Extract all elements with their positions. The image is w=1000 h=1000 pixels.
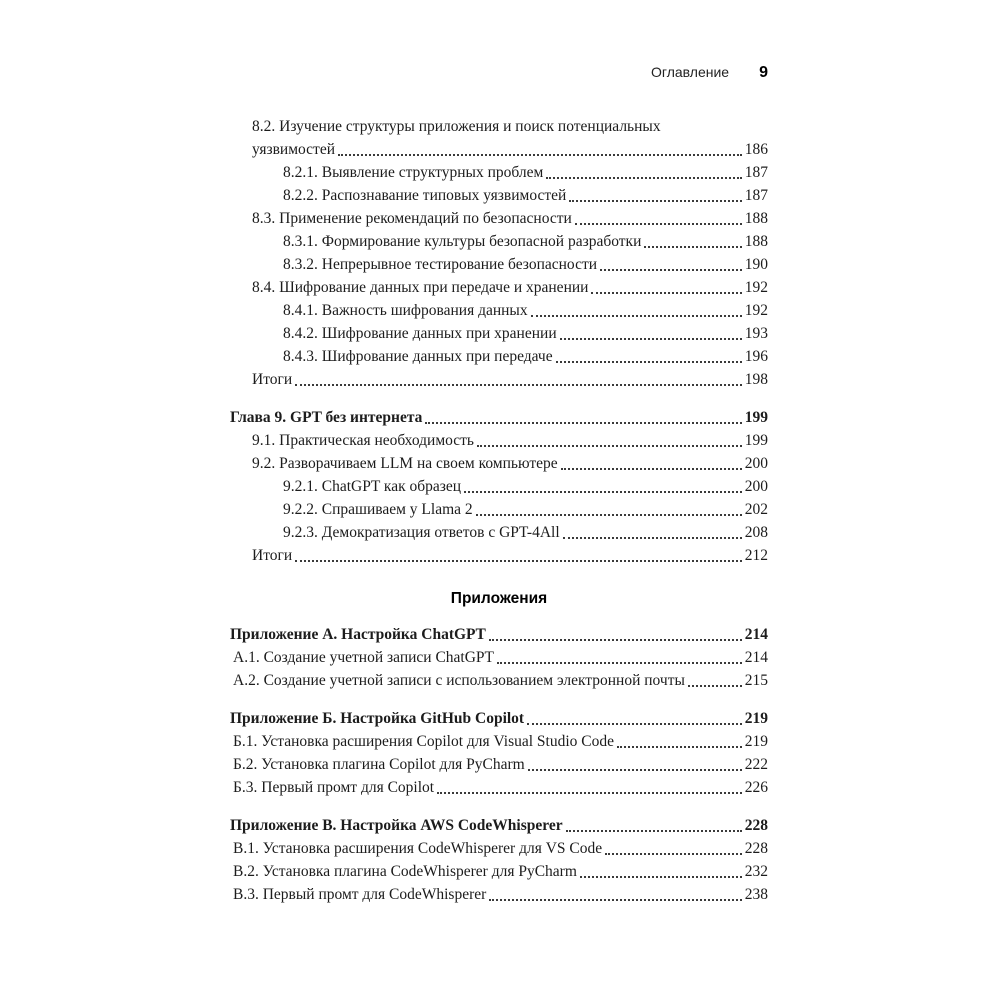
toc-entry-row (283, 230, 768, 253)
toc-page-number: 199 (744, 409, 768, 426)
toc-page-number: 228 (744, 817, 768, 834)
toc-entry-text: 9.2. Разворачиваем LLM на своем компьютере (252, 455, 558, 472)
toc-page-number: 192 (744, 302, 768, 319)
toc-entry-text: 8.2.1. Выявление структурных проблем (283, 164, 544, 181)
toc-entry-text: 8.4. Шифрование данных при передаче и хранении (252, 279, 589, 296)
toc-entry-row (283, 475, 768, 498)
dot-leader (527, 723, 742, 725)
toc-entry-text: 9.2.2. Спрашиваем у Llama 2 (283, 501, 473, 518)
toc-page-number: 226 (744, 779, 768, 796)
toc-page-number: 196 (744, 348, 768, 365)
toc-entry-row (230, 707, 768, 730)
toc-page-number: 192 (744, 279, 768, 296)
dot-leader (561, 468, 742, 470)
toc-page-number: 215 (744, 672, 768, 689)
toc-page-number: 199 (744, 432, 768, 449)
toc-entry-row (233, 860, 768, 883)
dot-leader (295, 560, 742, 562)
toc-entry-row (233, 883, 768, 906)
dot-leader (489, 899, 741, 901)
toc-entry (233, 730, 768, 753)
dot-leader (644, 246, 741, 248)
toc-page-number: 214 (744, 626, 768, 643)
toc-entry-text: 8.2.2. Распознавание типовых уязвимостей (283, 187, 567, 204)
toc-page-number: 219 (744, 710, 768, 727)
toc-entry-text: 8.3.2. Непрерывное тестирование безопасности (283, 256, 598, 273)
toc-entry-text: В.2. Установка плагина CodeWhisperer для PyCharm (233, 863, 577, 880)
toc-entry-row (283, 161, 768, 184)
dot-leader (563, 537, 742, 539)
dot-leader (437, 792, 742, 794)
dot-leader (489, 639, 742, 641)
toc-entry-text: 9.1. Практическая необходимость (252, 432, 474, 449)
toc-entry (230, 814, 768, 837)
toc-entry-text: Б.2. Установка плагина Copilot для PyCharm (233, 756, 525, 773)
toc-entry-text: 8.4.3. Шифрование данных при передаче (283, 348, 553, 365)
dot-leader (580, 876, 742, 878)
dot-leader (560, 338, 742, 340)
toc-page-number: 187 (744, 187, 768, 204)
toc-entry-row (233, 646, 768, 669)
toc-entry (230, 623, 768, 646)
toc-entry-text: 8.3. Применение рекомендаций по безопасности (252, 210, 572, 227)
toc-entry-text: Приложение В. Настройка AWS CodeWhisperer (230, 817, 563, 834)
toc-entry (252, 276, 768, 299)
toc-page-number: 232 (744, 863, 768, 880)
toc-entry-text: Приложение Б. Настройка GitHub Copilot (230, 710, 525, 727)
dot-leader (476, 514, 742, 516)
toc-entry-text: Глава 9. GPT без интернета (230, 409, 423, 426)
toc-entry (233, 646, 768, 669)
toc-entry-row (233, 753, 768, 776)
toc-entry (283, 322, 768, 345)
dot-leader (569, 200, 741, 202)
toc-entry (233, 669, 768, 692)
dot-leader (566, 830, 742, 832)
toc-page-number: 200 (744, 478, 768, 495)
toc-entry (283, 253, 768, 276)
dot-leader (617, 746, 742, 748)
toc-entry-row (252, 138, 768, 161)
toc-entry-row (230, 623, 768, 646)
toc-entry-text: Итоги (252, 371, 293, 388)
dot-leader (425, 422, 741, 424)
toc-entry-row (252, 368, 768, 391)
dot-leader (575, 223, 742, 225)
toc-entry (230, 707, 768, 730)
dot-leader (295, 384, 742, 386)
running-head (230, 64, 768, 82)
toc-entry-text: 8.3.1. Формирование культуры безопасной разработки (283, 233, 642, 250)
toc-entry-row (283, 253, 768, 276)
dot-leader (531, 315, 742, 317)
toc-entry-row (252, 276, 768, 299)
toc-entry (283, 230, 768, 253)
toc-entry-row (230, 406, 768, 429)
dot-leader (477, 445, 742, 447)
dot-leader (605, 853, 742, 855)
dot-leader (528, 769, 742, 771)
toc-entry-text: Б.1. Установка расширения Copilot для Visual Studio Code (233, 733, 614, 750)
toc-entry (233, 753, 768, 776)
toc-entry (252, 115, 768, 161)
toc-entry (233, 860, 768, 883)
toc-entry-row (252, 207, 768, 230)
toc-entry-row (283, 299, 768, 322)
toc-entry (233, 837, 768, 860)
toc-entry-row (233, 730, 768, 753)
toc-entry-text: В.1. Установка расширения CodeWhisperer для VS Code (233, 840, 603, 857)
toc-entry (252, 368, 768, 391)
dot-leader (591, 292, 741, 294)
toc-entry (252, 452, 768, 475)
toc-page-number: 219 (744, 733, 768, 750)
toc-entry-row (283, 322, 768, 345)
toc-entry (252, 429, 768, 452)
toc-entry-text: 8.4.2. Шифрование данных при хранении (283, 325, 557, 342)
toc-entry-row (233, 776, 768, 799)
page-number: 9 (759, 64, 768, 81)
toc-entry-row (252, 429, 768, 452)
toc-entry-row (283, 521, 768, 544)
toc-page-number: 222 (744, 756, 768, 773)
toc-entry (233, 883, 768, 906)
toc-page-number: 190 (744, 256, 768, 273)
toc-entry (252, 207, 768, 230)
toc-entry-text: уязвимостей (252, 141, 336, 158)
dot-leader (464, 491, 742, 493)
toc-entry-row (283, 184, 768, 207)
toc-page-number: 186 (744, 141, 768, 158)
toc-entry-text: А.2. Создание учетной записи с использованием электронной почты (233, 672, 685, 689)
toc-page-number: 193 (744, 325, 768, 342)
toc-page-number: 187 (744, 164, 768, 181)
toc-entry-text: 9.2.1. ChatGPT как образец (283, 478, 462, 495)
dot-leader (600, 269, 742, 271)
toc-entry-text: Итоги (252, 547, 293, 564)
toc-entry-row (252, 452, 768, 475)
toc-entry-text: А.1. Создание учетной записи ChatGPT (233, 649, 495, 666)
toc-page-number: 228 (744, 840, 768, 857)
toc-page-number: 208 (744, 524, 768, 541)
toc-page-number: 212 (744, 547, 768, 564)
toc-entry (233, 776, 768, 799)
toc-page-number: 188 (744, 233, 768, 250)
running-title: Оглавление (651, 64, 730, 80)
toc-entry (230, 406, 768, 429)
toc-page-number: 238 (744, 886, 768, 903)
toc-entry-row (230, 814, 768, 837)
dot-leader (338, 154, 742, 156)
toc-entry (283, 498, 768, 521)
toc-entry (283, 184, 768, 207)
toc-entry-text: В.3. Первый промт для CodeWhisperer (233, 886, 487, 903)
toc-entry (283, 521, 768, 544)
toc-entry-row (233, 669, 768, 692)
toc-entry-row (233, 837, 768, 860)
toc-entry-text: 9.2.3. Демократизация ответов с GPT-4All (283, 524, 560, 541)
toc-entry (252, 544, 768, 567)
toc-entry-text: 8.2. Изучение структуры приложения и поиск потенциальных (252, 118, 661, 135)
toc-entry (283, 299, 768, 322)
toc-entry (283, 475, 768, 498)
toc-entry (283, 161, 768, 184)
dot-leader (556, 361, 742, 363)
toc-entry-row (283, 345, 768, 368)
toc-entry-text: 8.4.1. Важность шифрования данных (283, 302, 528, 319)
appendices-heading: Приложения (450, 590, 548, 607)
toc-entry-text: Приложение А. Настройка ChatGPT (230, 626, 486, 643)
toc-page-number: 202 (744, 501, 768, 518)
toc-page-number: 188 (744, 210, 768, 227)
dot-leader (688, 685, 742, 687)
book-page (230, 0, 768, 906)
toc-list (230, 115, 768, 906)
toc-entry (283, 345, 768, 368)
toc-entry-text: Б.3. Первый промт для Copilot (233, 779, 435, 796)
toc-page-number: 214 (744, 649, 768, 666)
toc-entry-row (252, 544, 768, 567)
toc-page-number: 200 (744, 455, 768, 472)
dot-leader (546, 177, 741, 179)
toc-entry-row (283, 498, 768, 521)
dot-leader (497, 662, 742, 664)
toc-page-number: 198 (744, 371, 768, 388)
